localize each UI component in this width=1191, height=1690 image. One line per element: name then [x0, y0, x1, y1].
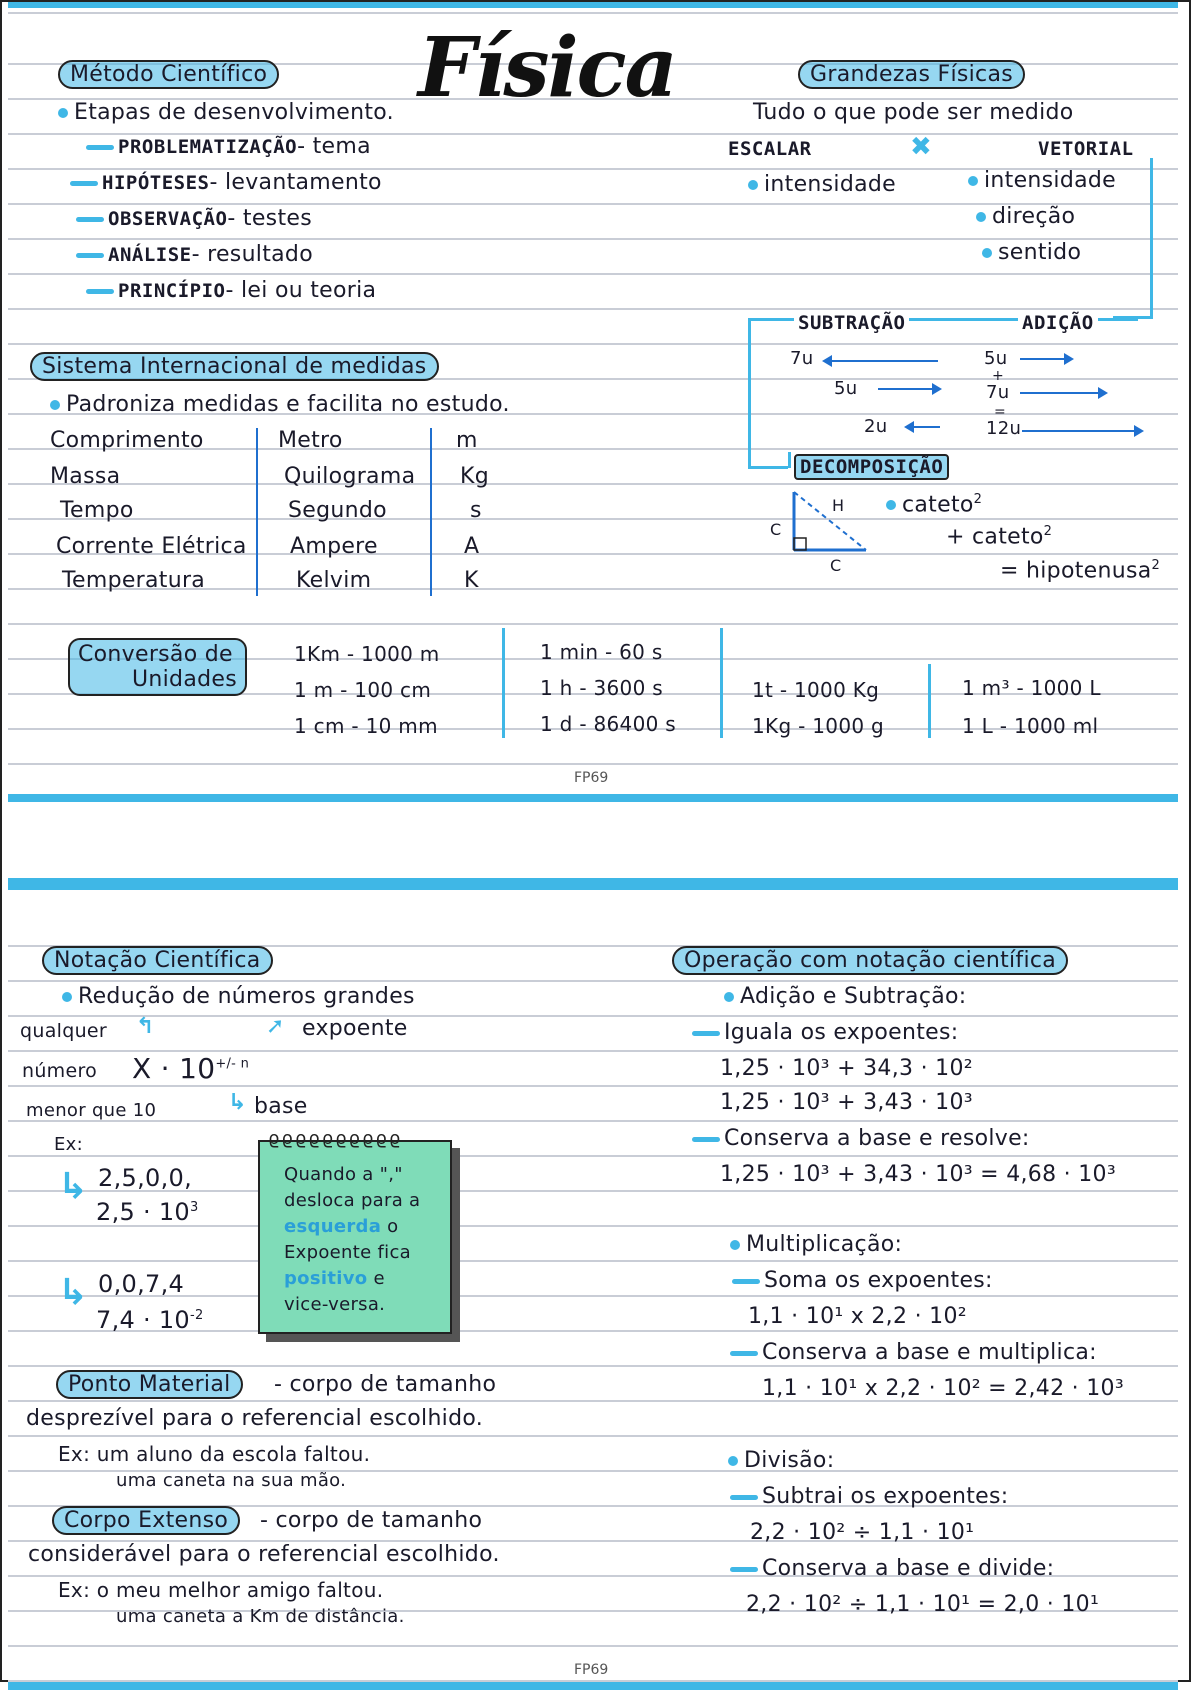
operacao-expr: 1,1 · 10¹ x 2,2 · 10² = 2,42 · 10³: [762, 1376, 1124, 1401]
si-simbolo: K: [464, 568, 479, 593]
vector-plus: +: [992, 368, 1005, 384]
operacao-heading: Operação com notação científica: [672, 946, 1068, 975]
ponto-desc: - corpo de tamanho: [274, 1372, 497, 1397]
vetorial-item: sentido: [982, 240, 1081, 265]
escalar-label: ESCALAR: [728, 138, 812, 160]
notacao-base: base: [254, 1094, 308, 1119]
pitagoras-line: + cateto$^2$: [946, 524, 1053, 550]
metodo-step: PROBLEMATIZAÇÃO- tema: [86, 134, 371, 159]
conversao-item: 1 cm - 10 mm: [294, 714, 438, 738]
operacao-expr: 2,2 · 10² ÷ 1,1 · 10¹: [750, 1520, 975, 1545]
operacao-rule: Conserva a base e resolve:: [692, 1126, 1030, 1151]
metodo-heading: Método Científico: [58, 60, 279, 89]
si-simbolo: m: [456, 428, 478, 453]
triangle-label: C: [770, 520, 782, 539]
si-unidade: Segundo: [288, 498, 387, 523]
note-line: Expoente fica: [284, 1242, 411, 1263]
triangle-diagram: [774, 484, 884, 564]
operacao-section: Divisão:: [728, 1448, 834, 1473]
triangle-label: C: [830, 556, 842, 575]
sticky-note: [258, 1128, 452, 1334]
example-2a: 0,0,7,4: [98, 1270, 185, 1298]
curved-arrow-icon: ↳: [58, 1166, 89, 1207]
connector-line: [1150, 158, 1153, 318]
operacao-rule: Soma os expoentes:: [732, 1268, 993, 1293]
decomposicao-label: DECOMPOSIÇÃO: [794, 454, 949, 480]
ponto-example: uma caneta na sua mão.: [116, 1470, 347, 1491]
operacao-expr: 1,25 · 10³ + 34,3 · 10²: [720, 1056, 973, 1081]
si-simbolo: s: [470, 498, 482, 523]
metodo-step: OBSERVAÇÃO- testes: [76, 206, 312, 231]
notacao-numero: número: [22, 1060, 98, 1082]
grandezas-intro: Tudo o que pode ser medido: [753, 100, 1074, 125]
si-divider: [256, 428, 258, 596]
conversao-item: 1 d - 86400 s: [540, 712, 677, 736]
note-line: esquerda o: [284, 1216, 399, 1237]
conversao-item: 1 m - 100 cm: [294, 678, 432, 702]
pitagoras-line: = hipotenusa$^2$: [1000, 558, 1161, 584]
ponto-example: Ex: um aluno da escola faltou.: [58, 1442, 371, 1466]
corpo-desc: - corpo de tamanho: [260, 1508, 483, 1533]
vector-arrow: [1020, 392, 1106, 394]
metodo-step: HIPÓTESES- levantamento: [70, 170, 382, 195]
subtracao-label: SUBTRAÇÃO: [794, 312, 909, 334]
note-line: Quando a ",": [284, 1164, 403, 1185]
notacao-ex: Ex:: [54, 1134, 83, 1155]
si-simbolo: A: [464, 534, 480, 559]
page-gap: [2, 802, 1189, 878]
si-unidade: Metro: [278, 428, 343, 453]
vector-arrow: [824, 360, 938, 362]
conversao-divider: [928, 664, 931, 738]
si-grandeza: Temperatura: [62, 568, 206, 593]
corpo-heading: Corpo Extenso: [52, 1506, 240, 1535]
note-line: desloca para a: [284, 1190, 421, 1211]
vector-label: 2u: [864, 416, 888, 437]
conversao-item: 1 h - 3600 s: [540, 676, 663, 700]
metodo-step: PRINCÍPIO- lei ou teoria: [86, 278, 376, 303]
si-heading: Sistema Internacional de medidas: [30, 352, 439, 381]
page-1: [8, 2, 1178, 808]
note-line: positivo e: [284, 1268, 385, 1289]
vector-label: 5u: [984, 348, 1008, 369]
notacao-heading: Notação Científica: [42, 946, 273, 975]
operacao-rule: Conserva a base e multiplica:: [730, 1340, 1097, 1365]
operacao-rule: Iguala os expoentes:: [692, 1020, 959, 1045]
conversao-item: 1 L - 1000 ml: [962, 714, 1099, 738]
escalar-item: intensidade: [748, 172, 896, 197]
notacao-formula: $X \cdot 10^{+/- n}$: [132, 1052, 250, 1085]
vetorial-item: intensidade: [968, 168, 1116, 193]
vector-label: 7u: [790, 348, 814, 369]
si-bullet: Padroniza medidas e facilita no estudo.: [50, 392, 510, 417]
ponto-desc: desprezível para o referencial escolhido.: [26, 1406, 484, 1431]
conversao-item: 1t - 1000 Kg: [752, 678, 880, 702]
triangle-label: H: [832, 496, 845, 515]
vetorial-label: VETORIAL: [1038, 138, 1134, 160]
footer-mark: FP69: [574, 770, 609, 786]
vetorial-item: direção: [976, 204, 1075, 229]
page-2: [8, 878, 1178, 1690]
page-title: Física: [418, 20, 676, 116]
conversao-heading: Conversão de Unidades: [68, 638, 247, 696]
vector-arrow: [1020, 358, 1072, 360]
cross-icon: ✖: [910, 132, 932, 162]
si-unidade: Ampere: [290, 534, 378, 559]
conversao-item: 1 m³ - 1000 L: [962, 676, 1101, 700]
example-1b: $2,5 \cdot 10^3$: [96, 1198, 199, 1226]
notacao-menor: menor que 10: [26, 1100, 157, 1121]
operacao-expr: 1,25 · 10³ + 3,43 · 10³ = 4,68 · 10³: [720, 1162, 1116, 1187]
operacao-section: Adição e Subtração:: [724, 984, 966, 1009]
note-line: vice-versa.: [284, 1294, 386, 1315]
vector-box-line: [748, 318, 751, 468]
conversao-divider: [502, 628, 505, 738]
operacao-rule: Subtrai os expoentes:: [730, 1484, 1008, 1509]
si-grandeza: Corrente Elétrica: [56, 534, 247, 559]
pitagoras-line: cateto$^2$: [886, 492, 982, 517]
grandezas-heading: Grandezas Físicas: [798, 60, 1025, 89]
corpo-example: uma caneta a Km de distância.: [116, 1606, 405, 1627]
spiral-rings-icon: ϱϱϱϱϱϱϱϱϱϱ: [268, 1128, 403, 1149]
footer-mark: FP69: [574, 1662, 609, 1678]
vector-label: 12u: [986, 418, 1022, 439]
vector-arrow: [1022, 430, 1142, 432]
si-grandeza: Massa: [50, 464, 121, 489]
vector-arrow: [906, 426, 940, 428]
operacao-section: Multiplicação:: [730, 1232, 902, 1257]
si-unidade: Quilograma: [284, 464, 416, 489]
metodo-bullet: Etapas de desenvolvimento.: [58, 100, 394, 125]
operacao-rule: Conserva a base e divide:: [730, 1556, 1054, 1581]
example-2b: $7,4 \cdot 10^{-2}$: [96, 1306, 204, 1334]
si-grandeza: Comprimento: [50, 428, 204, 453]
vector-equals: =: [994, 404, 1007, 420]
vector-label: 7u: [986, 382, 1010, 403]
operacao-expr: 1,25 · 10³ + 3,43 · 10³: [720, 1090, 973, 1115]
curved-arrow-icon: ↳: [228, 1090, 247, 1115]
vector-arrow: [878, 388, 940, 390]
example-1a: 2,5,0,0,: [98, 1164, 192, 1192]
curved-arrow-icon: ↰: [136, 1014, 155, 1039]
conversao-divider: [720, 628, 723, 738]
adicao-label: ADIÇÃO: [1018, 312, 1098, 334]
si-divider: [430, 428, 432, 596]
vector-label: 5u: [834, 378, 858, 399]
corpo-desc: considerável para o referencial escolhido.: [28, 1542, 500, 1567]
notacao-expoente: expoente: [302, 1016, 408, 1041]
corpo-example: Ex: o meu melhor amigo faltou.: [58, 1578, 384, 1602]
si-unidade: Kelvim: [296, 568, 372, 593]
vector-box-line: [748, 466, 788, 469]
notacao-qualquer: qualquer: [20, 1020, 108, 1042]
operacao-expr: 2,2 · 10² ÷ 1,1 · 10¹ = 2,0 · 10¹: [746, 1592, 1100, 1617]
notacao-bullet: Redução de números grandes: [62, 984, 415, 1009]
curved-arrow-icon: ↳: [58, 1272, 89, 1313]
conversao-item: 1 min - 60 s: [540, 640, 663, 664]
si-grandeza: Tempo: [60, 498, 134, 523]
si-simbolo: Kg: [460, 464, 489, 489]
conversao-item: 1Kg - 1000 g: [752, 714, 885, 738]
arrow-right-icon: ➚: [266, 1014, 285, 1039]
operacao-expr: 1,1 · 10¹ x 2,2 · 10²: [748, 1304, 967, 1329]
ponto-heading: Ponto Material: [56, 1370, 243, 1399]
conversao-item: 1Km - 1000 m: [294, 642, 440, 666]
vector-box-line: [788, 452, 791, 468]
metodo-step: ANÁLISE- resultado: [76, 242, 313, 267]
